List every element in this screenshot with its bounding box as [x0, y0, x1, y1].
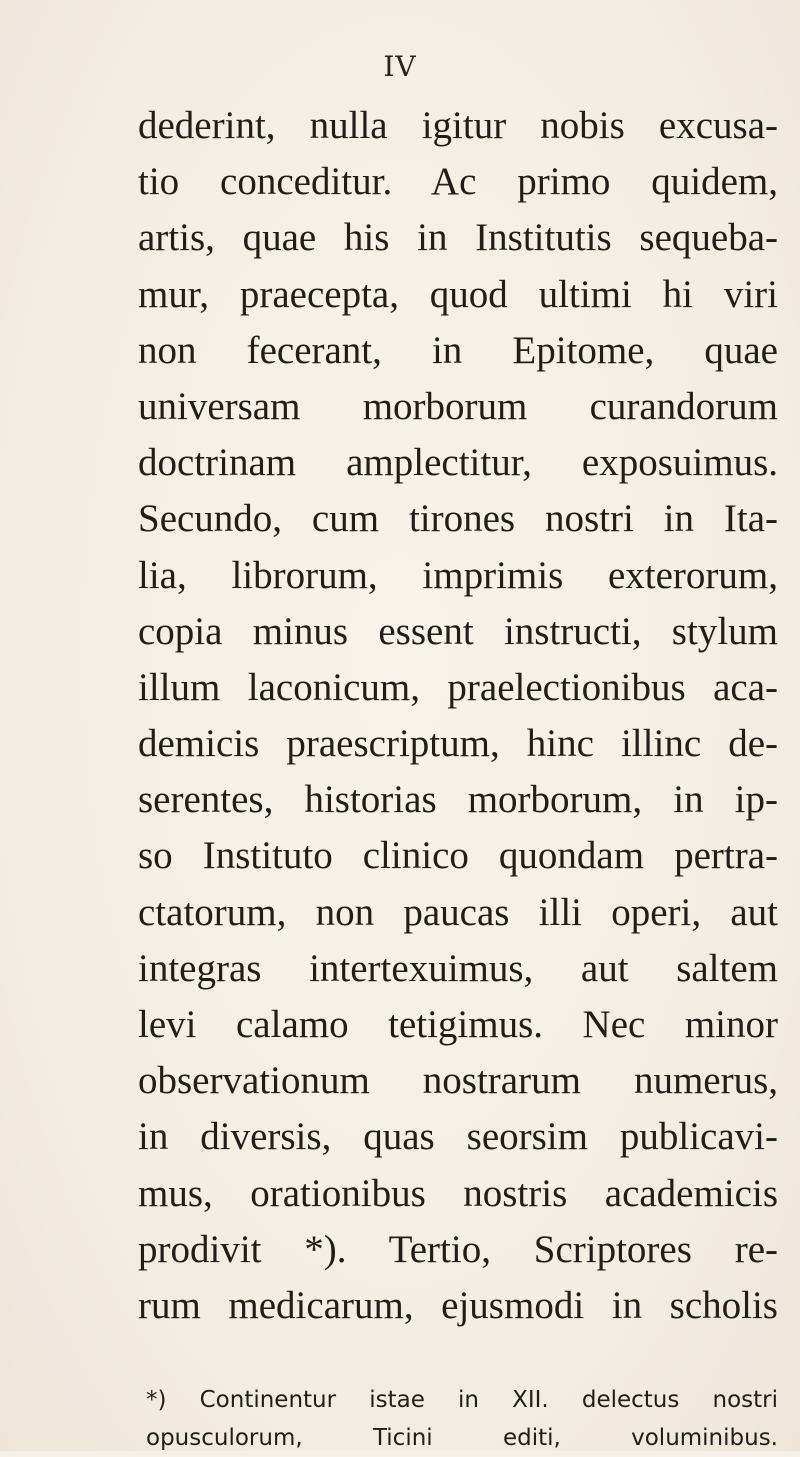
text-line: illum laconicum, praelectionibus aca- — [138, 665, 778, 709]
text-line: Secundo, cum tirones nostri in Ita- — [138, 497, 778, 541]
text-line: observationum nostrarum numerus, — [138, 1059, 778, 1103]
text-line: demicis praescriptum, hinc illinc de- — [138, 722, 778, 766]
page-number: IV — [383, 50, 417, 83]
footnote-line: opusculorum, Ticini editi, voluminibus. — [146, 1425, 778, 1451]
text-line: integras intertexuimus, aut saltem — [138, 946, 778, 990]
text-line: serentes, historias morborum, in ip- — [138, 778, 778, 822]
text-line: rum medicarum, ejusmodi in scholis — [138, 1283, 778, 1327]
body-text — [138, 98, 778, 1334]
text-line: lia, librorum, imprimis exterorum, — [138, 553, 778, 597]
text-line: mur, praecepta, quod ultimi hi viri — [138, 272, 778, 316]
text-line: universam morborum curandorum — [138, 384, 778, 428]
footnote-line: *) Continentur istae in XII. delectus nostri — [146, 1387, 778, 1413]
text-line: copia minus essent instructi, stylum — [138, 609, 778, 653]
text-line: dederint, nulla igitur nobis excusa- — [138, 104, 778, 147]
text-line: non fecerant, in Epitome, quae — [138, 328, 778, 372]
text-line: artis, quae his in Institutis sequeba- — [138, 216, 778, 260]
text-line: doctrinam amplectitur, exposuimus. — [138, 441, 778, 485]
text-line: prodivit *). Tertio, Scriptores re- — [138, 1227, 778, 1271]
text-line: so Instituto clinico quondam pertra- — [138, 834, 778, 878]
text-line: in diversis, quas seorsim publicavi- — [138, 1115, 778, 1159]
text-line: ctatorum, non paucas illi operi, aut — [138, 890, 778, 934]
text-line: levi calamo tetigimus. Nec minor — [138, 1003, 778, 1046]
text-line: tio conceditur. Ac primo quidem, — [138, 160, 778, 204]
footnote — [146, 1381, 778, 1457]
text-line: mus, orationibus nostris academicis — [138, 1171, 778, 1215]
